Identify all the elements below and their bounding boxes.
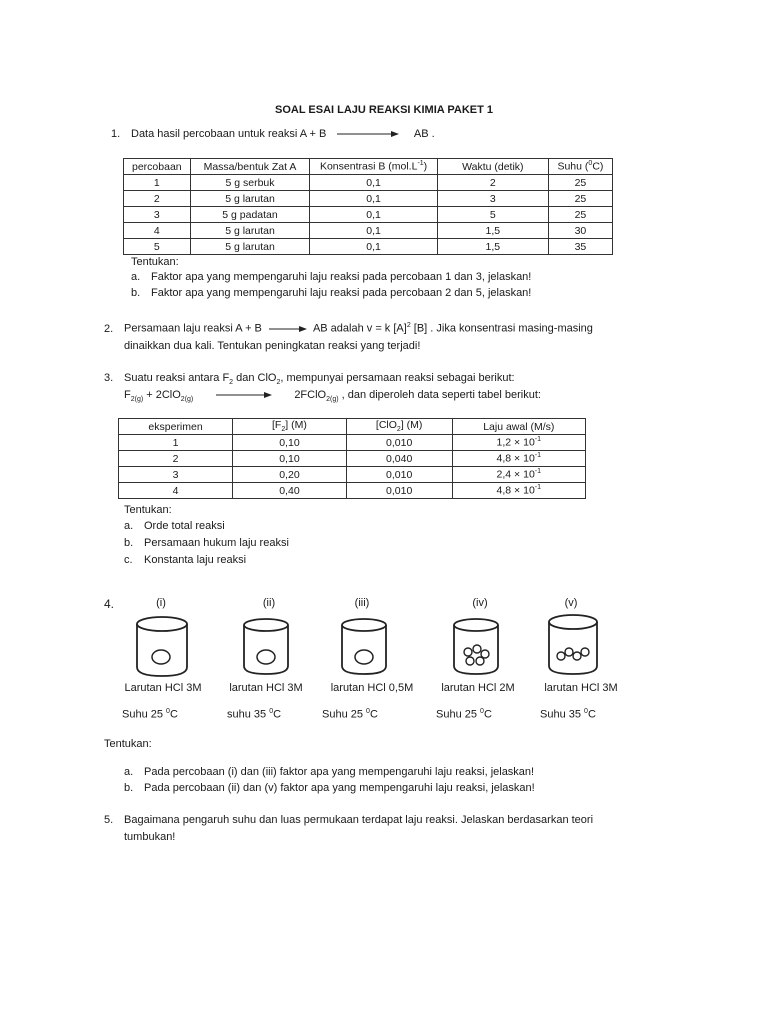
table-row	[124, 191, 613, 207]
table-row	[119, 451, 586, 467]
q3-item-b: b. Persamaan hukum laju reaksi	[124, 537, 289, 549]
table-cell: 35	[548, 239, 612, 255]
q2-number: 2.	[104, 322, 114, 335]
beaker-solution: larutan HCl 2M	[441, 682, 515, 694]
table-cell: 0,10	[233, 435, 347, 451]
q3-number: 3.	[104, 372, 114, 384]
q3-tentukan: Tentukan:	[124, 504, 172, 516]
beaker-temp: Suhu 25 $^0$C	[436, 708, 492, 721]
table-row	[119, 435, 586, 451]
q1-item-a: a. Faktor apa yang mempengaruhi laju reaksi pada percobaan 1 dan 3, jelaskan!	[131, 271, 532, 283]
table-cell: 0,010	[346, 435, 452, 451]
q1-tentukan: Tentukan:	[131, 256, 179, 268]
table-row	[119, 483, 586, 499]
table-header-row	[119, 419, 586, 435]
table-cell: 4	[124, 223, 191, 239]
table-cell: 0,010	[346, 467, 452, 483]
q2-line1: 2. Persamaan laju reaksi A + B AB adalah v = k $[A]^2$ [B] . Jika konsentrasi masing-masing	[104, 322, 593, 335]
table-cell: 5	[437, 207, 548, 223]
table-cell: 1,5	[437, 239, 548, 255]
beaker-icon	[338, 616, 390, 676]
table-cell: $2,4 \times 10^{-1}$	[452, 467, 585, 483]
table-cell: 5	[124, 239, 191, 255]
q3-item-a: a. Orde total reaksi	[124, 520, 225, 532]
table-row	[124, 207, 613, 223]
table-cell: 3	[119, 467, 233, 483]
reaction-arrow-icon	[216, 391, 272, 399]
table-cell: 0,1	[310, 223, 437, 239]
q3-equation: $F_{2(g)} + 2ClO_{2(g)}$ 2FClO$_{2(g)}$ , dan diperoleh data seperti tabel berikut:	[124, 389, 541, 404]
table-cell: 1,5	[437, 223, 548, 239]
table-row	[119, 467, 586, 483]
table-cell: 5 g larutan	[190, 239, 310, 255]
table-cell: $4,8 \times 10^{-1}$	[452, 483, 585, 499]
beaker-label-roman: (iv)	[472, 597, 488, 609]
table-cell: 25	[548, 175, 612, 191]
q5-line1: 5. Bagaimana pengaruh suhu dan luas permukaan terdapat laju reaksi. Jelaskan berdasarkan teori	[104, 814, 594, 826]
table-cell: 25	[548, 207, 612, 223]
q3-table	[118, 418, 586, 499]
beaker-temp: Suhu 35 $^0$C	[540, 708, 596, 721]
q1-line	[111, 128, 435, 140]
q4-tentukan: Tentukan:	[104, 738, 152, 750]
beaker-temp: Suhu 25 $^0$C	[322, 708, 378, 721]
q4-item-b: b. Pada percobaan (ii) dan (v) faktor apa yang mempengaruhi laju reaksi, jelaskan!	[124, 782, 535, 794]
table-row	[124, 239, 613, 255]
table-cell: 2	[119, 451, 233, 467]
table-cell: 0,1	[310, 207, 437, 223]
table-cell: 3	[124, 207, 191, 223]
beaker-solution: larutan HCl 3M	[229, 682, 303, 694]
table-cell: 0,1	[310, 191, 437, 207]
beaker-solution: Larutan HCl 3M	[124, 682, 202, 694]
beaker-icon	[240, 616, 292, 676]
table-cell: 2	[124, 191, 191, 207]
q1-text-after: AB .	[413, 128, 435, 140]
table-cell: $1,2 \times 10^{-1}$	[452, 435, 585, 451]
q1-item-b: b. Faktor apa yang mempengaruhi laju reaksi pada percobaan 2 dan 5, jelaskan!	[131, 287, 532, 299]
table-header: eksperimen	[119, 419, 233, 435]
q4-number: 4.	[104, 597, 115, 611]
beaker-label-roman: (ii)	[262, 597, 276, 609]
beaker-icon	[545, 612, 601, 676]
table-cell: 0,010	[346, 483, 452, 499]
table-cell: 25	[548, 191, 612, 207]
table-cell: 2	[437, 175, 548, 191]
table-header: Laju awal (M/s)	[452, 419, 585, 435]
beaker-label-roman: (i)	[156, 597, 166, 609]
table-header: Waktu (detik)	[437, 159, 548, 175]
q5-line2: tumbukan!	[124, 831, 176, 843]
table-header: Suhu ($^0$C)	[548, 159, 612, 175]
beaker-solution: larutan HCl 3M	[544, 682, 618, 694]
table-header: Konsentrasi B $(mol.L^{-1})$	[310, 159, 437, 175]
q3-line1: 3. Suatu reaksi antara $F_2$ dan ClO$_2$, mempunyai persamaan reaksi sebagai berikut:	[104, 372, 515, 387]
beaker-solution: larutan HCl 0,5M	[330, 682, 414, 694]
table-cell: 5 g serbuk	[190, 175, 310, 191]
beaker-label-roman: (iii)	[354, 597, 370, 609]
table-cell: 0,1	[310, 239, 437, 255]
table-header: [ClO$_2$] (M)	[346, 419, 452, 435]
q1-table	[123, 158, 613, 255]
table-row	[124, 175, 613, 191]
table-cell: 0,1	[310, 175, 437, 191]
table-cell: 3	[437, 191, 548, 207]
q1-number: 1.	[111, 128, 121, 140]
q2-line2: dinaikkan dua kali. Tentukan peningkatan reaksi yang terjadi!	[124, 340, 421, 352]
table-cell: 5 g larutan	[190, 191, 310, 207]
beaker-icon	[450, 616, 502, 676]
table-header: $[F_2]$ (M)	[233, 419, 347, 435]
table-cell: 0,20	[233, 467, 347, 483]
reaction-arrow-icon	[269, 325, 307, 333]
table-cell: 0,040	[346, 451, 452, 467]
beaker-icon	[133, 614, 191, 678]
table-cell: 0,40	[233, 483, 347, 499]
beaker-label-roman: (v)	[564, 597, 578, 609]
beaker-temp: Suhu 25 $^0$C	[122, 708, 178, 721]
table-header: Massa/bentuk Zat A	[190, 159, 310, 175]
table-header: percobaan	[124, 159, 191, 175]
q3-item-c: c. Konstanta laju reaksi	[124, 554, 247, 566]
table-cell: 1	[124, 175, 191, 191]
table-cell: 0,10	[233, 451, 347, 467]
table-header-row	[124, 159, 613, 175]
reaction-arrow-icon	[337, 130, 399, 138]
page-title: SOAL ESAI LAJU REAKSI KIMIA PAKET 1	[275, 104, 493, 116]
table-cell: 30	[548, 223, 612, 239]
table-cell: 4	[119, 483, 233, 499]
beaker-temp: suhu 35 $^0$C	[227, 708, 282, 721]
table-cell: $4,8 \times 10^{-1}$	[452, 451, 585, 467]
q4-item-a: a. Pada percobaan (i) dan (iii) faktor apa yang mempengaruhi laju reaksi, jelaskan!	[124, 766, 535, 778]
table-cell: 5 g padatan	[190, 207, 310, 223]
table-cell: 5 g larutan	[190, 223, 310, 239]
table-cell: 1	[119, 435, 233, 451]
q5-number: 5.	[104, 814, 114, 826]
table-row	[124, 223, 613, 239]
q1-text-before: Data hasil percobaan untuk reaksi A + B	[131, 128, 327, 140]
